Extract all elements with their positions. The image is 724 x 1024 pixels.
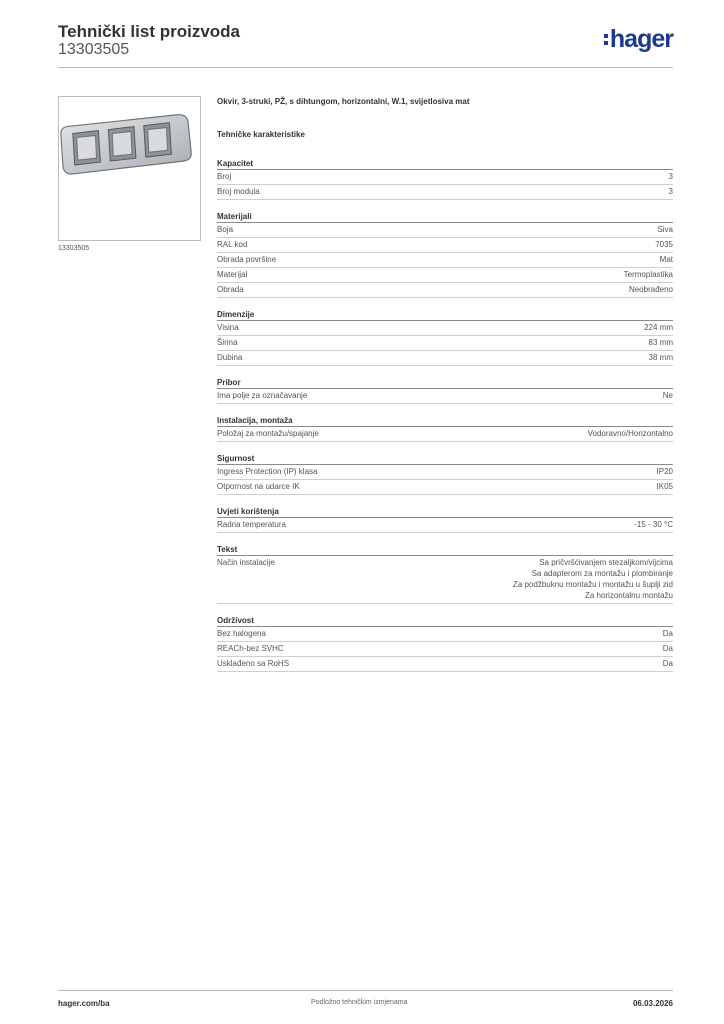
spec-value-line: 3: [668, 172, 673, 181]
spec-value-line: Da: [662, 629, 673, 638]
spec-label: Obrada: [217, 285, 244, 294]
spec-label: REACh-bez SVHC: [217, 644, 284, 653]
page-header: [58, 20, 673, 68]
spec-label: Broj: [217, 172, 232, 181]
spec-value: [663, 658, 673, 669]
spec-value-line: Sa adapterom za montažu i plombiranje: [531, 569, 673, 578]
spec-row: [217, 238, 673, 253]
spec-row: [217, 389, 673, 404]
spec-row: [217, 253, 673, 268]
spec-value-line: 3: [668, 187, 673, 196]
spec-value: [669, 186, 673, 197]
spec-value: [663, 643, 673, 654]
spec-label: Otpornost na udarce IK: [217, 482, 300, 491]
spec-row: [217, 351, 673, 366]
spec-row: [217, 170, 673, 185]
spec-group: [217, 543, 673, 604]
spec-content: [217, 97, 673, 682]
section-heading: Tehničke karakteristike: [217, 130, 305, 139]
spec-label: Širina: [217, 338, 238, 347]
spec-label: Ingress Protection (IP) klasa: [217, 467, 318, 476]
spec-label: Bez halogena: [217, 629, 266, 638]
spec-value-line: Za horizontalnu montažu: [584, 591, 673, 600]
group-title: Dimenzije: [217, 308, 673, 321]
product-code: 13303505: [58, 41, 130, 58]
group-title: Materijali: [217, 210, 673, 223]
spec-value-line: Sa pričvršćivanjem stezaljkom/vijcima: [539, 558, 673, 567]
spec-label: Položaj za montažu/spajanje: [217, 429, 319, 438]
spec-label: Dubina: [217, 353, 243, 362]
group-title: Pribor: [217, 376, 673, 389]
spec-label: Radna temperatura: [217, 520, 286, 529]
spec-value-line: Ne: [662, 391, 673, 400]
spec-row: [217, 480, 673, 495]
spec-value-line: Za podžbuknu montažu i montažu u šuplji zid: [512, 580, 673, 589]
spec-label: Visina: [217, 323, 239, 332]
spec-label: Ima polje za označavanje: [217, 391, 308, 400]
spec-value-line: IK05: [656, 482, 673, 491]
group-title: Tekst: [217, 543, 673, 556]
spec-value: [663, 628, 673, 639]
group-title: Kapacitet: [217, 157, 673, 170]
spec-label: Boja: [217, 225, 234, 234]
spec-value-line: Termoplastika: [623, 270, 673, 279]
logo-text: hager: [609, 24, 673, 53]
spec-value-line: Siva: [657, 225, 673, 234]
spec-row: [217, 657, 673, 672]
spec-label: Usklađeno sa RoHS: [217, 659, 290, 668]
spec-label: Način instalacije: [217, 558, 275, 567]
spec-value: [657, 466, 673, 477]
group-title: Instalacija, montaža: [217, 414, 673, 427]
spec-value: [657, 481, 673, 492]
spec-group: [217, 452, 673, 495]
spec-row: [217, 336, 673, 351]
spec-row: [217, 283, 673, 298]
spec-group: [217, 308, 673, 366]
spec-value-line: Da: [662, 644, 673, 653]
spec-value: [513, 557, 673, 601]
spec-label: Materijal: [217, 270, 248, 279]
footer-note: Podložno tehničkim izmjenama: [311, 999, 408, 1006]
group-title: Održivost: [217, 614, 673, 627]
spec-row: [217, 223, 673, 238]
spec-value: [588, 428, 673, 439]
group-title: Sigurnost: [217, 452, 673, 465]
spec-value: [669, 171, 673, 182]
group-title: Uvjeti korištenja: [217, 505, 673, 518]
spec-group: [217, 414, 673, 442]
spec-group: [217, 210, 673, 298]
spec-value: [657, 224, 673, 235]
product-description: Okvir, 3-struki, PŽ, s dihtungom, horizontalni, W.1, svijetlosiva mat: [217, 97, 470, 106]
spec-value: [624, 269, 673, 280]
spec-group: [217, 614, 673, 672]
spec-value: [644, 322, 673, 333]
spec-value: [655, 239, 673, 250]
spec-value-line: -15 - 30 °C: [634, 520, 673, 529]
spec-row: [217, 185, 673, 200]
spec-value-line: Da: [662, 659, 673, 668]
spec-value: [649, 337, 673, 348]
spec-value-line: Neobrađeno: [628, 285, 673, 294]
spec-group: [217, 505, 673, 533]
spec-row: [217, 556, 673, 604]
spec-value-line: Vodoravno/Horizontalno: [587, 429, 673, 438]
document-title: Tehnički list proizvoda: [58, 22, 240, 41]
spec-value: [629, 284, 673, 295]
spec-value-line: 83 mm: [648, 338, 673, 347]
spec-value: [663, 390, 673, 401]
footer-website: hager.com/ba: [58, 999, 110, 1008]
spec-value: [634, 519, 673, 530]
spec-value-line: Mat: [659, 255, 673, 264]
spec-label: Broj modula: [217, 187, 260, 196]
spec-row: [217, 427, 673, 442]
spec-row: [217, 268, 673, 283]
spec-value-line: 224 mm: [644, 323, 673, 332]
spec-value: [660, 254, 673, 265]
spec-row: [217, 465, 673, 480]
triple-frame-product-image: [58, 96, 201, 241]
hager-logo: [604, 26, 673, 52]
spec-group: [217, 376, 673, 404]
spec-groups: [217, 157, 673, 672]
spec-label: Obrada površine: [217, 255, 277, 264]
spec-group: [217, 157, 673, 200]
spec-row: [217, 321, 673, 336]
spec-row: [217, 518, 673, 533]
logo-dots-icon: [604, 32, 608, 46]
spec-row: [217, 642, 673, 657]
spec-value-line: IP20: [656, 467, 673, 476]
page-footer: [58, 990, 673, 1014]
image-caption: 13303505: [58, 245, 90, 252]
spec-label: RAL kod: [217, 240, 248, 249]
footer-date: 06.03.2026: [632, 999, 673, 1008]
spec-value-line: 7035: [655, 240, 673, 249]
spec-row: [217, 627, 673, 642]
spec-value: [649, 352, 673, 363]
spec-value-line: 38 mm: [648, 353, 673, 362]
